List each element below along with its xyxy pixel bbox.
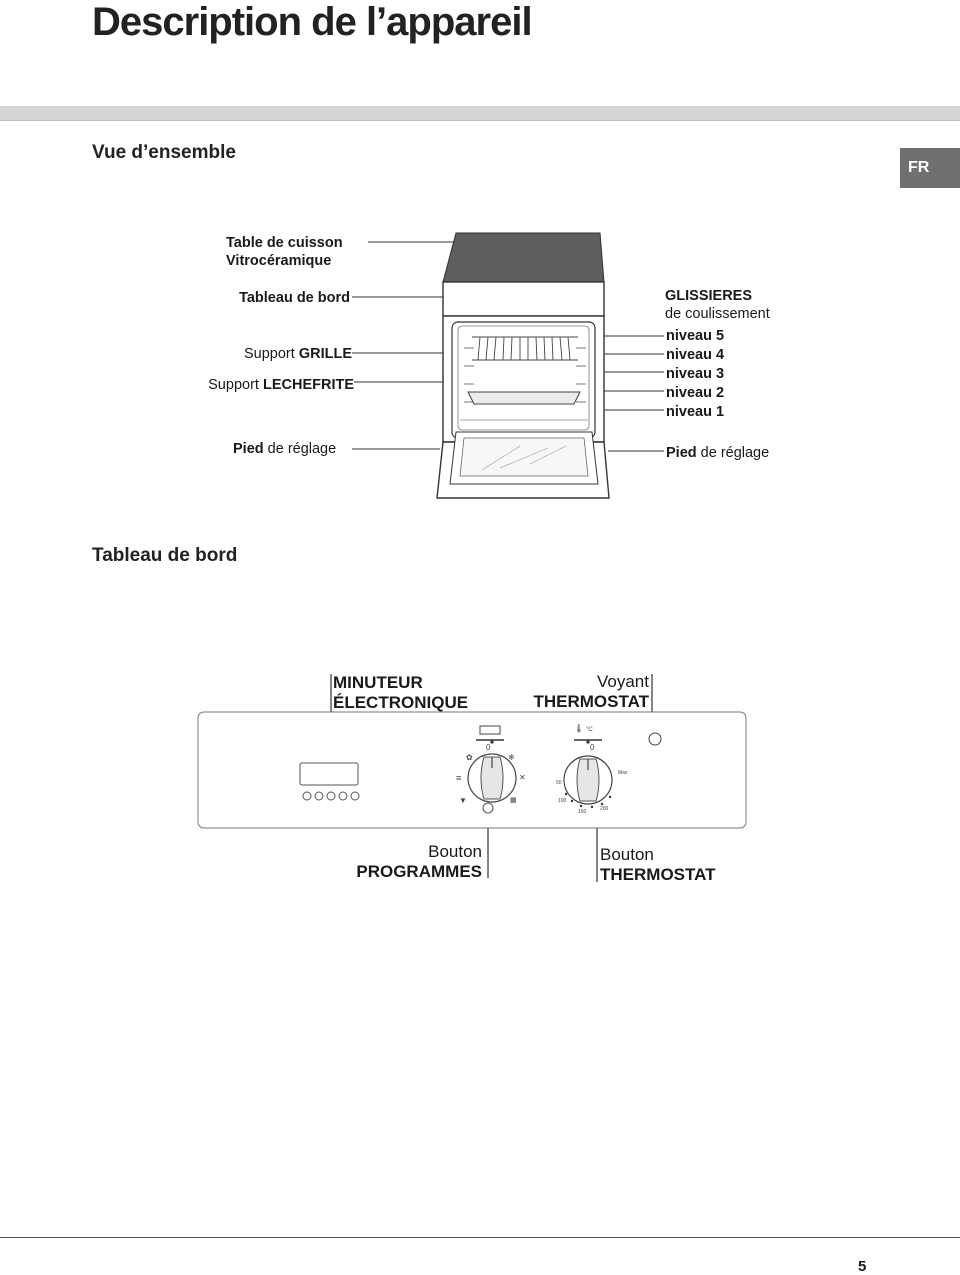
footer-divider xyxy=(0,1237,960,1238)
light-function-icon xyxy=(483,803,493,813)
hob-label-line1: Table de cuisson xyxy=(226,235,343,251)
thermostat-zero-mark: 0 xyxy=(590,743,595,752)
control-panel-heading: Tableau de bord xyxy=(92,545,238,566)
control-panel-label: Tableau de bord xyxy=(239,290,350,306)
timer-button-5 xyxy=(351,792,359,800)
timer-display xyxy=(300,763,358,785)
drip-tray-prefix: Support xyxy=(208,377,259,393)
foot-left-rest: de réglage xyxy=(267,441,337,457)
control-panel-strip xyxy=(443,282,604,316)
language-tab: FR xyxy=(900,148,960,188)
rack-support-prefix: Support xyxy=(244,346,295,362)
temp-mark-200: 200 xyxy=(600,806,609,812)
timer-label-line2: ÉLECTRONIQUE xyxy=(333,693,469,712)
level-4-label: niveau 4 xyxy=(666,347,725,363)
control-panel-illustration xyxy=(0,660,960,910)
level-3-label: niveau 3 xyxy=(666,366,725,382)
page-number: 5 xyxy=(858,1258,867,1275)
door-glass xyxy=(460,438,588,476)
thermostat-unit-mark: °C xyxy=(586,727,593,733)
foot-right-bold: Pied xyxy=(666,445,697,461)
fan-function-icon: ✿ xyxy=(466,753,473,762)
timer-button-4 xyxy=(339,792,347,800)
runners-subtitle: de coulissement xyxy=(665,306,770,322)
level-1-label: niveau 1 xyxy=(666,404,725,420)
oven-cavity xyxy=(452,322,595,438)
hob-top xyxy=(443,233,604,282)
bottom-heat-icon: ≡ xyxy=(456,773,462,783)
temp-mark-100: 100 xyxy=(558,798,567,804)
timer-button-3 xyxy=(327,792,335,800)
programmes-label-line2: PROGRAMMES xyxy=(356,862,482,881)
thermostat-indicator-light xyxy=(649,733,661,745)
convection-function-icon: ✕ xyxy=(519,773,526,782)
temp-mark-max: Max xyxy=(618,770,628,776)
foot-right-rest: de réglage xyxy=(700,445,770,461)
foot-left-bold: Pied xyxy=(233,441,264,457)
indicator-label-line1: Voyant xyxy=(597,672,649,691)
programmes-label-line1: Bouton xyxy=(428,842,482,861)
page-title: Description de l’appareil xyxy=(92,0,532,44)
oven-illustration xyxy=(0,0,960,520)
hob-label-line2: Vitrocéramique xyxy=(226,253,332,269)
grill-function-icon: ▼ xyxy=(459,796,467,805)
overview-heading: Vue d’ensemble xyxy=(92,142,236,163)
temp-mark-150: 150 xyxy=(578,809,587,815)
drip-tray-bold: LECHEFRITE xyxy=(262,377,354,393)
timer-button-1 xyxy=(303,792,311,800)
defrost-function-icon: ❄ xyxy=(508,753,515,762)
timer-label-line1: MINUTEUR xyxy=(333,673,423,692)
indicator-label-line2: THERMOSTAT xyxy=(533,692,649,711)
timer-button-2 xyxy=(315,792,323,800)
programmes-zero-mark: 0 xyxy=(486,743,491,752)
level-5-label: niveau 5 xyxy=(666,328,725,344)
level-2-label: niveau 2 xyxy=(666,385,725,401)
thermometer-icon: 🌡 xyxy=(574,724,585,733)
thermostat-label-line2: THERMOSTAT xyxy=(600,865,716,884)
temp-mark-50: 50 xyxy=(556,780,562,786)
rack-support-bold: GRILLE xyxy=(298,346,352,362)
thermostat-label-line1: Bouton xyxy=(600,845,654,864)
grill-fan-function-icon: ▦ xyxy=(510,797,517,804)
drip-tray xyxy=(468,392,580,404)
runners-title: GLISSIERES xyxy=(665,288,753,304)
